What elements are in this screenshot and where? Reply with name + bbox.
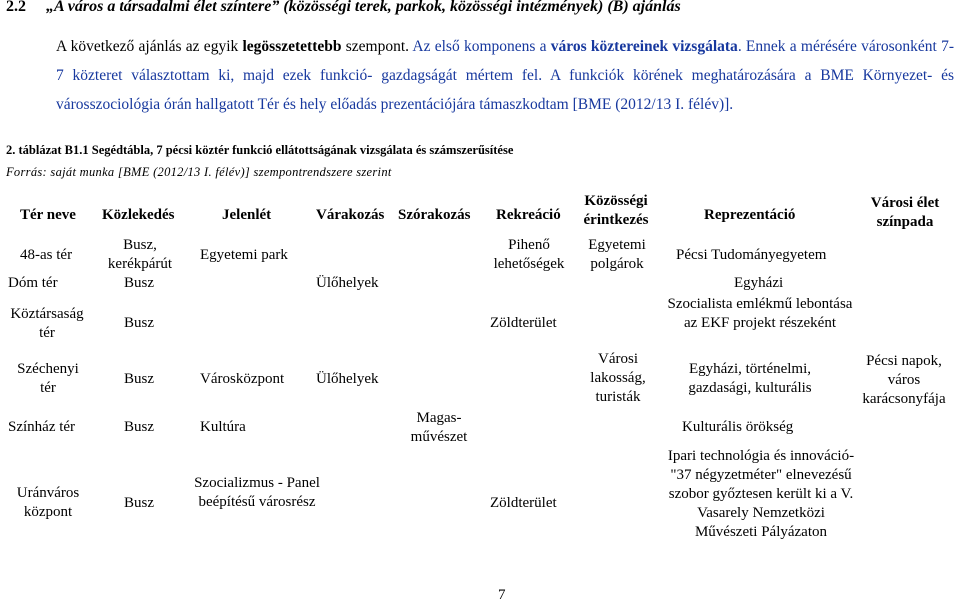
paragraph-text: A következő ajánlás az egyik (56, 38, 243, 55)
cell-kozossegi: Városi lakosság, turisták (590, 351, 646, 405)
page-number: 7 (498, 587, 506, 603)
cell-name: Uránváros központ (16, 485, 80, 520)
section-title: „A város a társadalmi élet színtere” (közösségi terek, parkok, közösségi intézmények) (B) ajánlás (46, 0, 681, 15)
cell-reprezentacio: Egyházi, történelmi, gazdasági, kulturális (688, 361, 812, 396)
cell-kozlekedes: Busz (124, 419, 154, 435)
cell-reprezentacio: Egyházi (734, 275, 784, 291)
cell-kozlekedes: Busz (124, 315, 154, 331)
functions-table (0, 188, 960, 563)
caption-text: 1 Segédtábla, 7 pécsi köztér funkció ellátottságának vizsgálata és számszerűsítése (82, 143, 514, 157)
cell-kozlekedes: Busz (124, 495, 154, 511)
paragraph-bold: legösszetettebb (242, 38, 342, 55)
cell-jelenlet: Szocializmus - Panel beépítésű városrész (194, 475, 320, 510)
cell-reprezentacio: Kulturális örökség (682, 419, 794, 435)
paragraph-bold: város köztereinek vizsgálata (550, 38, 738, 55)
header-varakozas: Várakozás (316, 207, 385, 223)
section-heading (6, 0, 681, 16)
header-szorakozas: Szórakozás (398, 207, 471, 223)
cell-reprezentacio: Ipari technológia és innováció- "37 négyzetméter" elnevezésű szobor győztesen került ki a V. Vasarely Nemzetközi Művészeti Pályázaton (667, 448, 855, 540)
table-caption (6, 143, 513, 158)
header-reprezentacio: Reprezentáció (704, 207, 796, 223)
paragraph-text: szempont. (341, 38, 413, 55)
cell-varakozas: Ülőhelyek (316, 275, 379, 291)
cell-name: Széchenyi tér (17, 361, 79, 396)
cell-name: Köztársaság tér (10, 306, 84, 341)
table-source: Forrás: saját munka [BME (2012/13 I. félév)] szempontrendszere szerint (6, 165, 392, 179)
paragraph-text: Az első komponens a (412, 38, 551, 55)
header-varosi-elet: Városi élet színpada (870, 195, 940, 230)
cell-jelenlet: Egyetemi park (200, 247, 288, 263)
cell-kozlekedes: Busz, kerékpárút (107, 237, 173, 272)
cell-name: 48-as tér (20, 247, 73, 263)
header-jelenlet: Jelenlét (222, 207, 272, 223)
cell-kozlekedes: Busz (124, 371, 154, 387)
header-rekreacio: Rekreáció (496, 207, 561, 223)
cell-rekreacio: Zöldterület (490, 315, 557, 331)
cell-reprezentacio: Pécsi Tudományegyetem (676, 247, 827, 263)
cell-reprezentacio: Szocialista emlékmű lebontása az EKF projekt részeként (667, 296, 853, 331)
paragraph-text: . Ennek a mérésére városonként 7- 7 közteret választottam ki, majd ezek funkció- gazdagságát mértem fel. A funkciók körének meghatározására a BME Környezet- és városszociológia órán hallgatott Tér és hely előadás prezentációjára támaszkodtam [BME (2012/13 I. félév)]. (56, 38, 954, 113)
caption-label: 2. táblázat B1. (6, 143, 83, 157)
cell-kozossegi: Egyetemi polgárok (588, 237, 646, 272)
cell-varosi-elet: Pécsi napok, város karácsonyfája (862, 353, 946, 407)
cell-jelenlet: Kultúra (200, 419, 246, 435)
header-ter-neve: Tér neve (20, 207, 76, 223)
cell-kozlekedes: Busz (124, 275, 154, 291)
body-paragraph (6, 32, 954, 119)
cell-rekreacio: Zöldterület (490, 495, 557, 511)
cell-name: Dóm tér (8, 275, 58, 291)
cell-jelenlet: Városközpont (200, 371, 285, 387)
header-kozlekedes: Közlekedés (102, 207, 175, 223)
cell-varakozas: Ülőhelyek (316, 371, 379, 387)
cell-szorakozas: Magas-művészet (410, 410, 468, 445)
section-number: 2.2 (6, 0, 26, 15)
cell-rekreacio: Pihenő lehetőségek (493, 237, 565, 272)
header-kozossegi: Közösségi érintkezés (583, 193, 649, 228)
cell-name: Színház tér (8, 419, 76, 435)
